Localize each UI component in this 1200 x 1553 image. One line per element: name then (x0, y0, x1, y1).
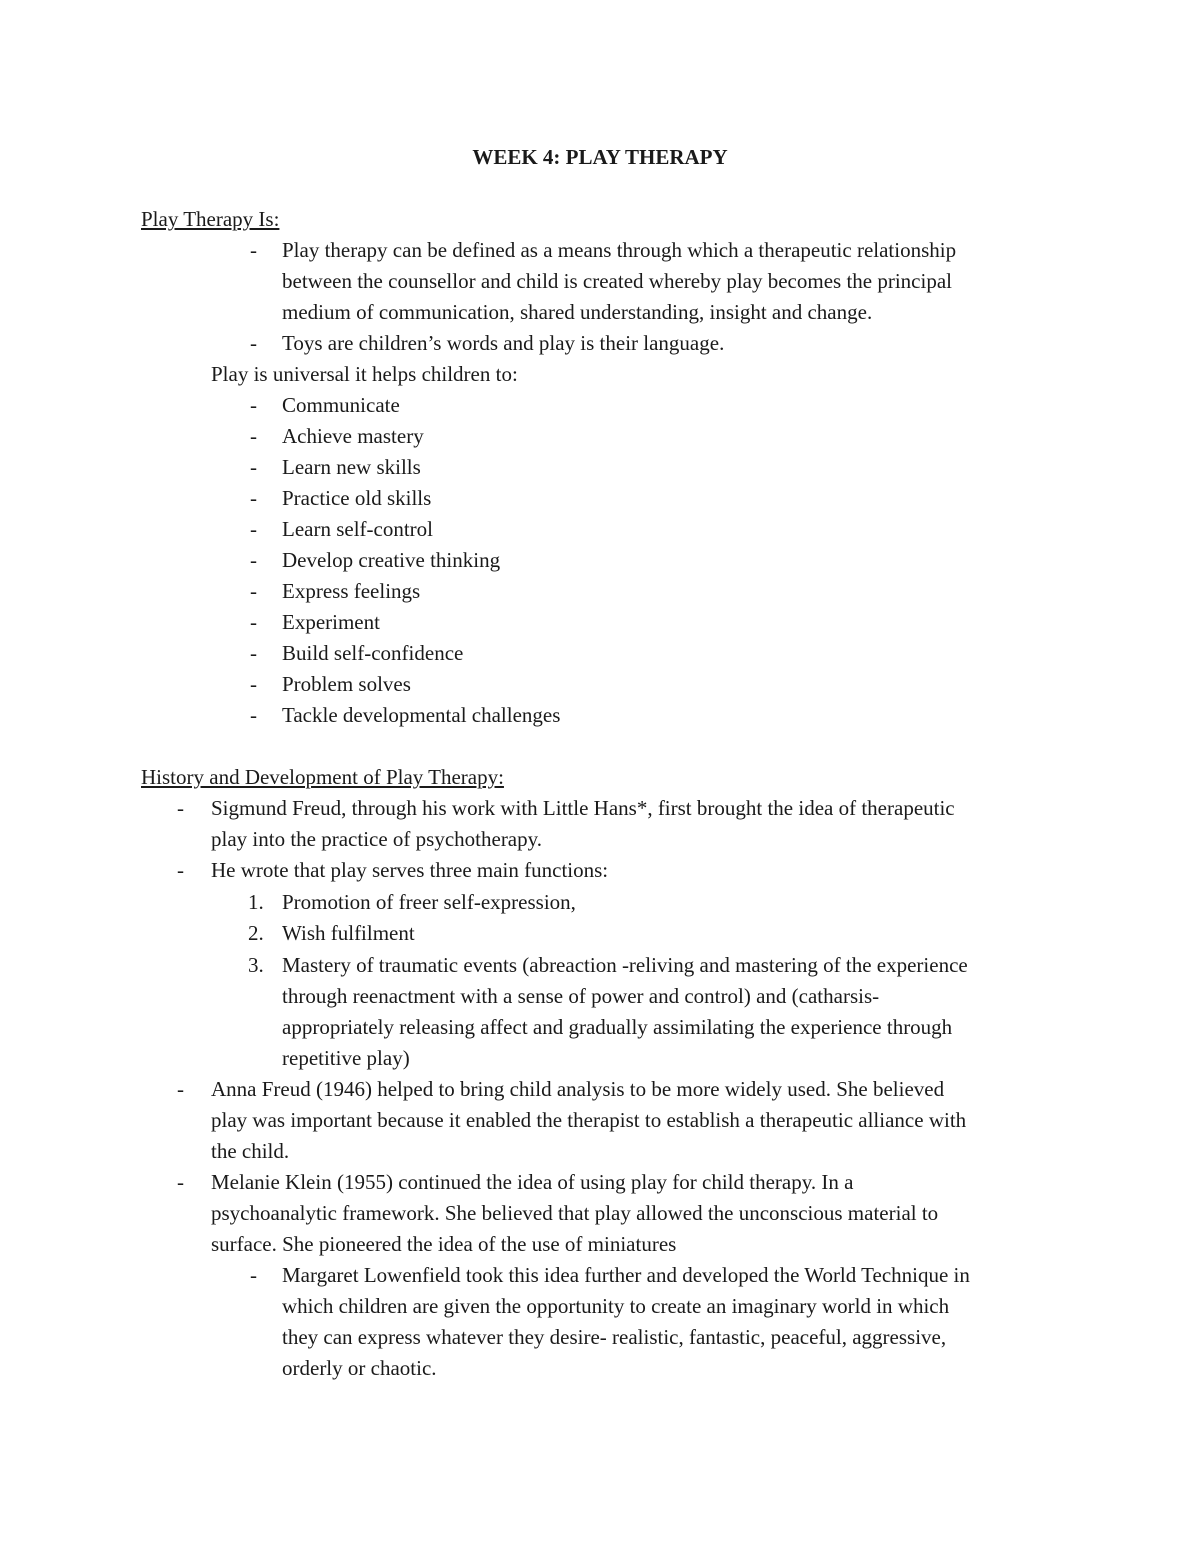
bullet-line: medium of communication, shared understanding, insight and change. (282, 300, 873, 324)
bullet-line: He wrote that play serves three main functions: (211, 858, 609, 882)
bullet-dash: - (250, 579, 257, 603)
bullet-dash: - (250, 424, 257, 448)
bullet-dash: - (250, 610, 257, 634)
bullet-line: Toys are children’s words and play is their language. (282, 331, 725, 355)
list-number: 1. (248, 890, 264, 914)
function-item: repetitive play) (282, 1046, 410, 1070)
bullet-line: psychoanalytic framework. She believed that play allowed the unconscious material to (211, 1201, 939, 1225)
list-number: 2. (248, 921, 264, 945)
bullet-dash: - (250, 486, 257, 510)
function-item: Promotion of freer self-expression, (282, 890, 576, 914)
skill-item: Build self-confidence (282, 641, 464, 665)
function-item: Mastery of traumatic events (abreaction -reliving and mastering of the experience (282, 953, 968, 977)
skill-item: Tackle developmental challenges (282, 703, 561, 727)
sub-bullet-line: they can express whatever they desire- realistic, fantastic, peaceful, aggressive, (282, 1325, 947, 1349)
paragraph-intro: Play is universal it helps children to: (211, 362, 518, 386)
skill-item: Practice old skills (282, 486, 432, 510)
list-number: 3. (248, 953, 264, 977)
sub-bullet-line: orderly or chaotic. (282, 1356, 437, 1380)
skill-item: Learn self-control (282, 517, 434, 541)
bullet-line: Play therapy can be defined as a means through which a therapeutic relationship (282, 238, 957, 262)
section-heading-play-therapy: Play Therapy Is: (141, 207, 280, 231)
skill-item: Problem solves (282, 672, 411, 696)
bullet-dash: - (250, 672, 257, 696)
skill-item: Experiment (282, 610, 380, 634)
section-heading-history: History and Development of Play Therapy: (141, 765, 504, 789)
bullet-dash: - (250, 238, 257, 262)
bullet-dash: - (250, 1263, 257, 1287)
bullet-line: play into the practice of psychotherapy. (211, 827, 543, 851)
bullet-line: between the counsellor and child is created whereby play becomes the principal (282, 269, 952, 293)
bullet-dash: - (250, 548, 257, 572)
skill-item: Communicate (282, 393, 400, 417)
bullet-line: play was important because it enabled the therapist to establish a therapeutic alliance with (211, 1108, 967, 1132)
skill-item: Develop creative thinking (282, 548, 501, 572)
bullet-dash: - (250, 455, 257, 479)
bullet-dash: - (250, 331, 257, 355)
function-item: appropriately releasing affect and gradually assimilating the experience through (282, 1015, 953, 1039)
bullet-line: surface. She pioneered the idea of the use of miniatures (211, 1232, 677, 1256)
bullet-dash: - (177, 1170, 184, 1194)
bullet-dash: - (177, 1077, 184, 1101)
bullet-line: Sigmund Freud, through his work with Little Hans*, first brought the idea of therapeutic (211, 796, 955, 820)
function-item: through reenactment with a sense of power and control) and (catharsis- (282, 984, 880, 1008)
skill-item: Express feelings (282, 579, 421, 603)
sub-bullet-line: Margaret Lowenfield took this idea further and developed the World Technique in (282, 1263, 970, 1287)
skill-item: Achieve mastery (282, 424, 424, 448)
page-title: WEEK 4: PLAY THERAPY (472, 145, 728, 169)
bullet-dash: - (250, 703, 257, 727)
bullet-dash: - (177, 796, 184, 820)
bullet-dash: - (250, 517, 257, 541)
bullet-line: Melanie Klein (1955) continued the idea of using play for child therapy. In a (211, 1170, 854, 1194)
bullet-line: the child. (211, 1139, 290, 1163)
bullet-dash: - (250, 641, 257, 665)
sub-bullet-line: which children are given the opportunity to create an imaginary world in which (282, 1294, 950, 1318)
bullet-line: Anna Freud (1946) helped to bring child analysis to be more widely used. She believed (211, 1077, 945, 1101)
skill-item: Learn new skills (282, 455, 421, 479)
function-item: Wish fulfilment (282, 921, 415, 945)
bullet-dash: - (177, 858, 184, 882)
bullet-dash: - (250, 393, 257, 417)
